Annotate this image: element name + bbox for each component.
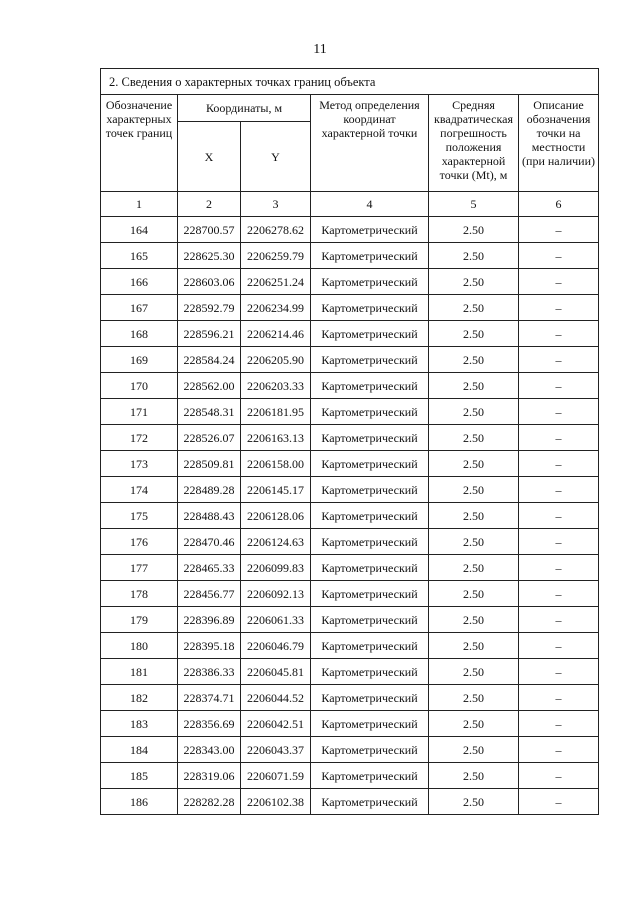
method-cell: Картометрический xyxy=(311,243,429,269)
point-number-cell: 173 xyxy=(101,451,178,477)
column-number-row xyxy=(101,192,599,217)
method-cell: Картометрический xyxy=(311,685,429,711)
table-row xyxy=(101,763,599,789)
point-number-cell: 186 xyxy=(101,789,178,815)
mt-cell: 2.50 xyxy=(429,503,519,529)
table-row xyxy=(101,529,599,555)
page-number: 11 xyxy=(313,42,327,57)
x-coordinate-cell: 228356.69 xyxy=(178,711,241,737)
description-cell: – xyxy=(519,295,599,321)
description-cell: – xyxy=(519,581,599,607)
table-row xyxy=(101,217,599,243)
point-number-cell: 170 xyxy=(101,373,178,399)
header-error: Средняя квадратическая погрешность положения характерной точки (Mt), м xyxy=(429,95,519,192)
x-coordinate-cell: 228509.81 xyxy=(178,451,241,477)
header-coordinates: Координаты, м xyxy=(178,95,311,122)
description-cell: – xyxy=(519,607,599,633)
y-coordinate-cell: 2206061.33 xyxy=(241,607,311,633)
y-coordinate-cell: 2206044.52 xyxy=(241,685,311,711)
x-coordinate-cell: 228603.06 xyxy=(178,269,241,295)
mt-cell: 2.50 xyxy=(429,477,519,503)
table-row xyxy=(101,477,599,503)
description-cell: – xyxy=(519,399,599,425)
column-number: 4 xyxy=(311,192,429,217)
table-row xyxy=(101,373,599,399)
mt-cell: 2.50 xyxy=(429,347,519,373)
x-coordinate-cell: 228395.18 xyxy=(178,633,241,659)
column-number: 5 xyxy=(429,192,519,217)
description-cell: – xyxy=(519,425,599,451)
mt-cell: 2.50 xyxy=(429,789,519,815)
y-coordinate-cell: 2206124.63 xyxy=(241,529,311,555)
point-number-cell: 174 xyxy=(101,477,178,503)
x-coordinate-cell: 228548.31 xyxy=(178,399,241,425)
x-coordinate-cell: 228282.28 xyxy=(178,789,241,815)
point-number-cell: 180 xyxy=(101,633,178,659)
y-coordinate-cell: 2206128.06 xyxy=(241,503,311,529)
mt-cell: 2.50 xyxy=(429,321,519,347)
method-cell: Картометрический xyxy=(311,269,429,295)
header-method: Метод определения координат характерной точки xyxy=(311,95,429,192)
y-coordinate-cell: 2206158.00 xyxy=(241,451,311,477)
mt-cell: 2.50 xyxy=(429,763,519,789)
method-cell: Картометрический xyxy=(311,529,429,555)
method-cell: Картометрический xyxy=(311,789,429,815)
x-coordinate-cell: 228526.07 xyxy=(178,425,241,451)
y-coordinate-cell: 2206071.59 xyxy=(241,763,311,789)
mt-cell: 2.50 xyxy=(429,529,519,555)
description-cell: – xyxy=(519,711,599,737)
description-cell: – xyxy=(519,789,599,815)
mt-cell: 2.50 xyxy=(429,295,519,321)
method-cell: Картометрический xyxy=(311,607,429,633)
description-cell: – xyxy=(519,477,599,503)
description-cell: – xyxy=(519,685,599,711)
table-row xyxy=(101,243,599,269)
header-description: Описание обозначения точки на местности (при наличии) xyxy=(519,95,599,192)
description-cell: – xyxy=(519,347,599,373)
mt-cell: 2.50 xyxy=(429,581,519,607)
y-coordinate-cell: 2206045.81 xyxy=(241,659,311,685)
boundary-points-table xyxy=(100,68,599,815)
y-coordinate-cell: 2206251.24 xyxy=(241,269,311,295)
point-number-cell: 175 xyxy=(101,503,178,529)
point-number-cell: 178 xyxy=(101,581,178,607)
x-coordinate-cell: 228489.28 xyxy=(178,477,241,503)
header-y: Y xyxy=(241,122,311,192)
y-coordinate-cell: 2206042.51 xyxy=(241,711,311,737)
x-coordinate-cell: 228488.43 xyxy=(178,503,241,529)
x-coordinate-cell: 228386.33 xyxy=(178,659,241,685)
method-cell: Картометрический xyxy=(311,477,429,503)
column-number: 2 xyxy=(178,192,241,217)
table-row xyxy=(101,295,599,321)
table-row xyxy=(101,425,599,451)
description-cell: – xyxy=(519,763,599,789)
y-coordinate-cell: 2206163.13 xyxy=(241,425,311,451)
method-cell: Картометрический xyxy=(311,633,429,659)
description-cell: – xyxy=(519,321,599,347)
method-cell: Картометрический xyxy=(311,295,429,321)
x-coordinate-cell: 228596.21 xyxy=(178,321,241,347)
mt-cell: 2.50 xyxy=(429,555,519,581)
method-cell: Картометрический xyxy=(311,711,429,737)
description-cell: – xyxy=(519,503,599,529)
point-number-cell: 182 xyxy=(101,685,178,711)
x-coordinate-cell: 228465.33 xyxy=(178,555,241,581)
method-cell: Картометрический xyxy=(311,399,429,425)
table-row xyxy=(101,711,599,737)
x-coordinate-cell: 228343.00 xyxy=(178,737,241,763)
x-coordinate-cell: 228625.30 xyxy=(178,243,241,269)
point-number-cell: 177 xyxy=(101,555,178,581)
table-row xyxy=(101,503,599,529)
mt-cell: 2.50 xyxy=(429,685,519,711)
table-row xyxy=(101,451,599,477)
x-coordinate-cell: 228562.00 xyxy=(178,373,241,399)
table-row xyxy=(101,321,599,347)
point-number-cell: 167 xyxy=(101,295,178,321)
y-coordinate-cell: 2206099.83 xyxy=(241,555,311,581)
column-number: 6 xyxy=(519,192,599,217)
point-number-cell: 168 xyxy=(101,321,178,347)
x-coordinate-cell: 228592.79 xyxy=(178,295,241,321)
table-row xyxy=(101,659,599,685)
table-row xyxy=(101,633,599,659)
y-coordinate-cell: 2206259.79 xyxy=(241,243,311,269)
point-number-cell: 181 xyxy=(101,659,178,685)
method-cell: Картометрический xyxy=(311,763,429,789)
description-cell: – xyxy=(519,217,599,243)
x-coordinate-cell: 228584.24 xyxy=(178,347,241,373)
method-cell: Картометрический xyxy=(311,347,429,373)
table-caption: 2. Сведения о характерных точках границ объекта xyxy=(101,69,599,95)
point-number-cell: 185 xyxy=(101,763,178,789)
mt-cell: 2.50 xyxy=(429,425,519,451)
table-row xyxy=(101,737,599,763)
y-coordinate-cell: 2206092.13 xyxy=(241,581,311,607)
y-coordinate-cell: 2206145.17 xyxy=(241,477,311,503)
mt-cell: 2.50 xyxy=(429,659,519,685)
table-row xyxy=(101,347,599,373)
point-number-cell: 164 xyxy=(101,217,178,243)
y-coordinate-cell: 2206181.95 xyxy=(241,399,311,425)
description-cell: – xyxy=(519,633,599,659)
description-cell: – xyxy=(519,659,599,685)
method-cell: Картометрический xyxy=(311,503,429,529)
x-coordinate-cell: 228396.89 xyxy=(178,607,241,633)
mt-cell: 2.50 xyxy=(429,633,519,659)
y-coordinate-cell: 2206214.46 xyxy=(241,321,311,347)
table-row xyxy=(101,685,599,711)
mt-cell: 2.50 xyxy=(429,243,519,269)
point-number-cell: 166 xyxy=(101,269,178,295)
table-row xyxy=(101,269,599,295)
point-number-cell: 172 xyxy=(101,425,178,451)
column-number: 3 xyxy=(241,192,311,217)
point-number-cell: 183 xyxy=(101,711,178,737)
table-row xyxy=(101,581,599,607)
y-coordinate-cell: 2206102.38 xyxy=(241,789,311,815)
mt-cell: 2.50 xyxy=(429,711,519,737)
table-row xyxy=(101,607,599,633)
x-coordinate-cell: 228456.77 xyxy=(178,581,241,607)
description-cell: – xyxy=(519,451,599,477)
table-row xyxy=(101,789,599,815)
mt-cell: 2.50 xyxy=(429,373,519,399)
mt-cell: 2.50 xyxy=(429,737,519,763)
y-coordinate-cell: 2206046.79 xyxy=(241,633,311,659)
method-cell: Картометрический xyxy=(311,581,429,607)
method-cell: Картометрический xyxy=(311,451,429,477)
method-cell: Картометрический xyxy=(311,659,429,685)
table-row xyxy=(101,555,599,581)
table-row xyxy=(101,399,599,425)
method-cell: Картометрический xyxy=(311,321,429,347)
mt-cell: 2.50 xyxy=(429,269,519,295)
point-number-cell: 179 xyxy=(101,607,178,633)
point-number-cell: 176 xyxy=(101,529,178,555)
mt-cell: 2.50 xyxy=(429,451,519,477)
method-cell: Картометрический xyxy=(311,555,429,581)
description-cell: – xyxy=(519,243,599,269)
column-number: 1 xyxy=(101,192,178,217)
header-designation: Обозначение характерных точек границ xyxy=(101,95,178,192)
description-cell: – xyxy=(519,373,599,399)
x-coordinate-cell: 228319.06 xyxy=(178,763,241,789)
mt-cell: 2.50 xyxy=(429,399,519,425)
description-cell: – xyxy=(519,529,599,555)
mt-cell: 2.50 xyxy=(429,217,519,243)
header-x: X xyxy=(178,122,241,192)
method-cell: Картометрический xyxy=(311,217,429,243)
point-number-cell: 165 xyxy=(101,243,178,269)
y-coordinate-cell: 2206205.90 xyxy=(241,347,311,373)
y-coordinate-cell: 2206278.62 xyxy=(241,217,311,243)
x-coordinate-cell: 228374.71 xyxy=(178,685,241,711)
method-cell: Картометрический xyxy=(311,373,429,399)
x-coordinate-cell: 228700.57 xyxy=(178,217,241,243)
y-coordinate-cell: 2206203.33 xyxy=(241,373,311,399)
description-cell: – xyxy=(519,555,599,581)
y-coordinate-cell: 2206234.99 xyxy=(241,295,311,321)
description-cell: – xyxy=(519,737,599,763)
x-coordinate-cell: 228470.46 xyxy=(178,529,241,555)
method-cell: Картометрический xyxy=(311,737,429,763)
point-number-cell: 171 xyxy=(101,399,178,425)
mt-cell: 2.50 xyxy=(429,607,519,633)
y-coordinate-cell: 2206043.37 xyxy=(241,737,311,763)
description-cell: – xyxy=(519,269,599,295)
point-number-cell: 184 xyxy=(101,737,178,763)
method-cell: Картометрический xyxy=(311,425,429,451)
point-number-cell: 169 xyxy=(101,347,178,373)
